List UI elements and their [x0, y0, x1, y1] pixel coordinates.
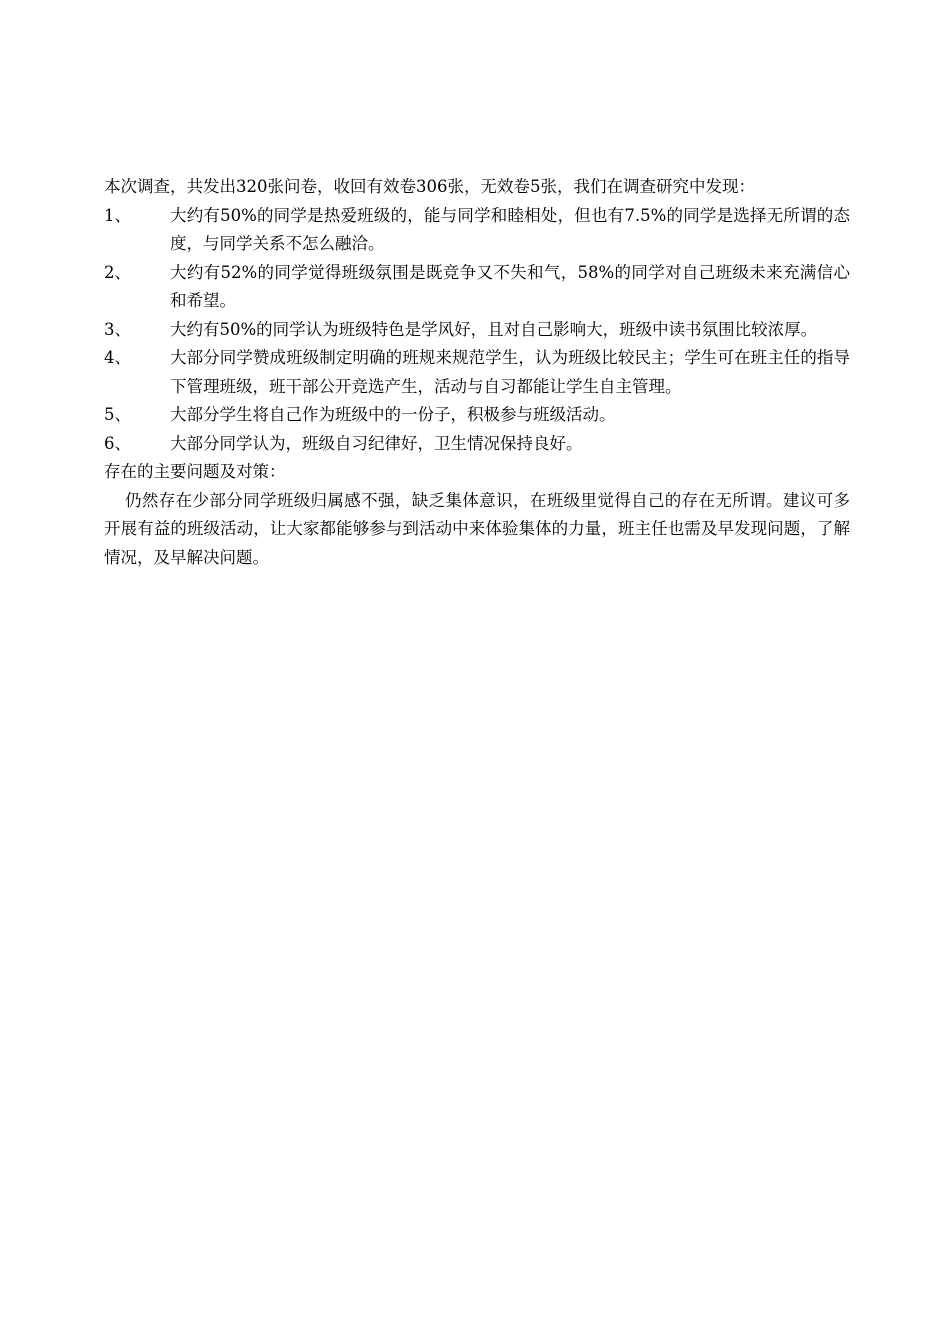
finding-text: 大部分学生将自己作为班级中的一份子，积极参与班级活动。 [170, 405, 616, 424]
finding-item [104, 202, 850, 259]
finding-item [104, 316, 850, 345]
finding-item [104, 259, 850, 316]
finding-number: 3、 [104, 319, 131, 339]
finding-number: 6、 [104, 433, 131, 453]
finding-text: 大约有50%的同学是热爱班级的，能与同学和睦相处，但也有7.5%的同学是选择无所谓的态度，与同学关系不怎么融洽。 [170, 205, 850, 253]
survey-intro: 本次调查，共发出320张问卷，收回有效卷306张，无效卷5张，我们在调查研究中发现： [104, 177, 755, 196]
findings-list [104, 202, 850, 459]
finding-item [104, 430, 850, 459]
finding-text: 大部分同学认为，班级自习纪律好，卫生情况保持良好。 [170, 433, 583, 453]
problems-heading: 存在的主要问题及对策： [104, 462, 286, 481]
finding-text: 大约有52%的同学觉得班级氛围是既竞争又不失和气，58%的同学对自己班级未来充满信心和希望。 [170, 262, 850, 310]
finding-text: 大约有50%的同学认为班级特色是学风好，且对自己影响大，班级中读书氛围比较浓厚。 [170, 319, 818, 339]
document-body [104, 173, 850, 572]
finding-number: 5、 [104, 405, 131, 424]
finding-item [104, 401, 850, 430]
problems-paragraph: 仍然存在少部分同学班级归属感不强，缺乏集体意识，在班级里觉得自己的存在无所谓。建议可多开展有益的班级活动，让大家都能够参与到活动中来体验集体的力量，班主任也需及早发现问题，了解情况，及早解决问题。 [104, 490, 850, 567]
finding-text: 大部分同学赞成班级制定明确的班规来规范学生，认为班级比较民主；学生可在班主任的指导下管理班级，班干部公开竞选产生，活动与自习都能让学生自主管理。 [170, 348, 850, 396]
finding-number: 2、 [104, 262, 131, 282]
finding-number: 1、 [104, 205, 131, 225]
finding-item [104, 344, 850, 401]
finding-number: 4、 [104, 348, 131, 367]
